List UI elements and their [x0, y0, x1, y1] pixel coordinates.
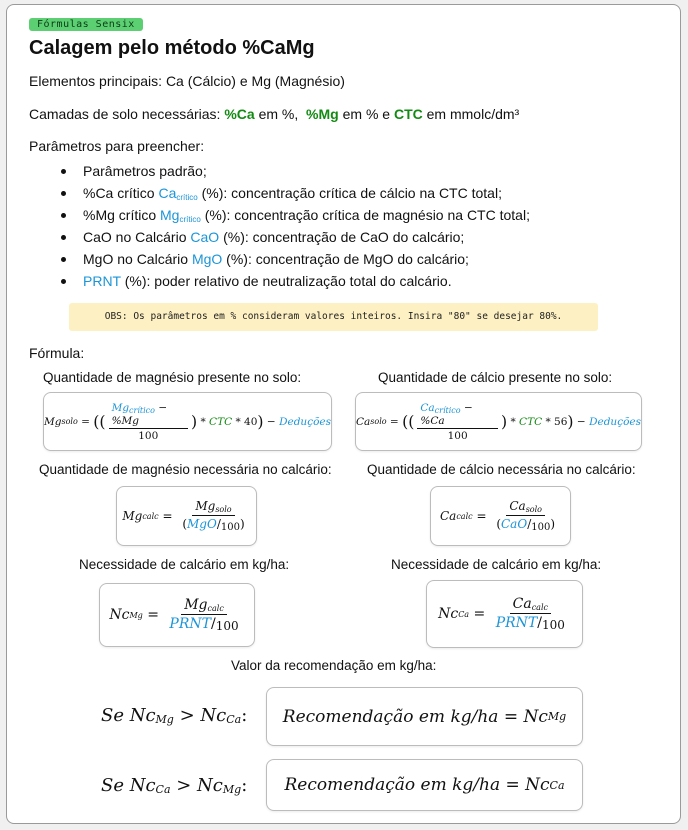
ca-solo-formula: Ca solo = (( $\frac{Ca_{crítico} - \%Ca}{100}$ ) * CTC * 56 ) − Deduções — [355, 392, 642, 451]
nc-mg-label: Necessidade de calcário em kg/ha: — [79, 557, 290, 572]
elementos-text: Elementos principais: Ca (Cálcio) e Mg (Magnésio) — [29, 73, 345, 89]
mg-layer: %Mg — [306, 106, 339, 122]
mg-solo-formula: Mg solo = (( $\frac{Mg_{crítico} - \%Mg}{100}$ ) * CTC * 40 ) − Deduções — [43, 392, 332, 451]
nc-ca-label: Necessidade de calcário em kg/ha: — [391, 557, 602, 572]
list-item: CaO no Calcário CaO (%): concentração de CaO do calcário; — [29, 226, 530, 248]
nc-mg-formula: Nc Mg = $\frac{Mg_{calc}}{PRNT/_{100}}$ — [99, 583, 255, 647]
obs-note: OBS: Os parâmetros em % consideram valores inteiros. Insira "80" se desejar 80%. — [69, 303, 598, 331]
recomendacao-1-box: Recomendação em kg/ha = Nc Mg — [266, 687, 583, 746]
condition-1: Se $Nc_{Mg} > Nc_{Ca}$: — [101, 705, 248, 726]
ca-layer: %Ca — [224, 106, 255, 122]
camadas-text: Camadas de solo necessárias: %Ca em %, %Mg em % e CTC em mmolc/dm³ — [29, 106, 520, 122]
list-item: MgO no Calcário MgO (%): concentração de MgO do calcário; — [29, 248, 530, 270]
list-item: Parâmetros padrão; — [29, 160, 530, 182]
condition-2: Se $Nc_{Ca} > Nc_{Mg}$: — [101, 775, 248, 796]
list-item: %Mg crítico $Mg_{crítico}$ (%): concentração crítica de magnésio na CTC total; — [29, 204, 530, 226]
formula-title: Fórmula: — [29, 345, 85, 361]
params-list — [29, 160, 530, 292]
mg-calc-formula: Mg calc = $\frac{Mg_{solo}}{(MgO/_{100})}$ — [116, 486, 257, 546]
mg-calc-label: Quantidade de magnésio necessária no calcário: — [39, 462, 332, 477]
list-item: %Ca crítico $Ca_{crítico}$ (%): concentração crítica de cálcio na CTC total; — [29, 182, 530, 204]
formula-card — [6, 4, 681, 824]
sensix-badge: Fórmulas Sensix — [29, 18, 143, 31]
ctc-layer: CTC — [393, 106, 423, 122]
recomendacao-label: Valor da recomendação em kg/ha: — [231, 658, 437, 673]
ca-solo-label: Quantidade de cálcio presente no solo: — [378, 370, 613, 385]
recomendacao-2-box: Recomendação em kg/ha = Nc Ca — [266, 759, 583, 811]
ca-calc-label: Quantidade de cálcio necessária no calcário: — [367, 462, 636, 477]
list-item: PRNT (%): poder relativo de neutralização total do calcário. — [29, 270, 530, 292]
ca-calc-formula: Ca calc = $\frac{Ca_{solo}}{(CaO/_{100})}$ — [430, 486, 571, 546]
page-title: Calagem pelo método %CaMg — [29, 37, 315, 59]
parametros-title: Parâmetros para preencher: — [29, 138, 205, 154]
nc-ca-formula: Nc Ca = $\frac{Ca_{calc}}{PRNT/_{100}}$ — [426, 580, 583, 648]
mg-solo-label: Quantidade de magnésio presente no solo: — [43, 370, 302, 385]
